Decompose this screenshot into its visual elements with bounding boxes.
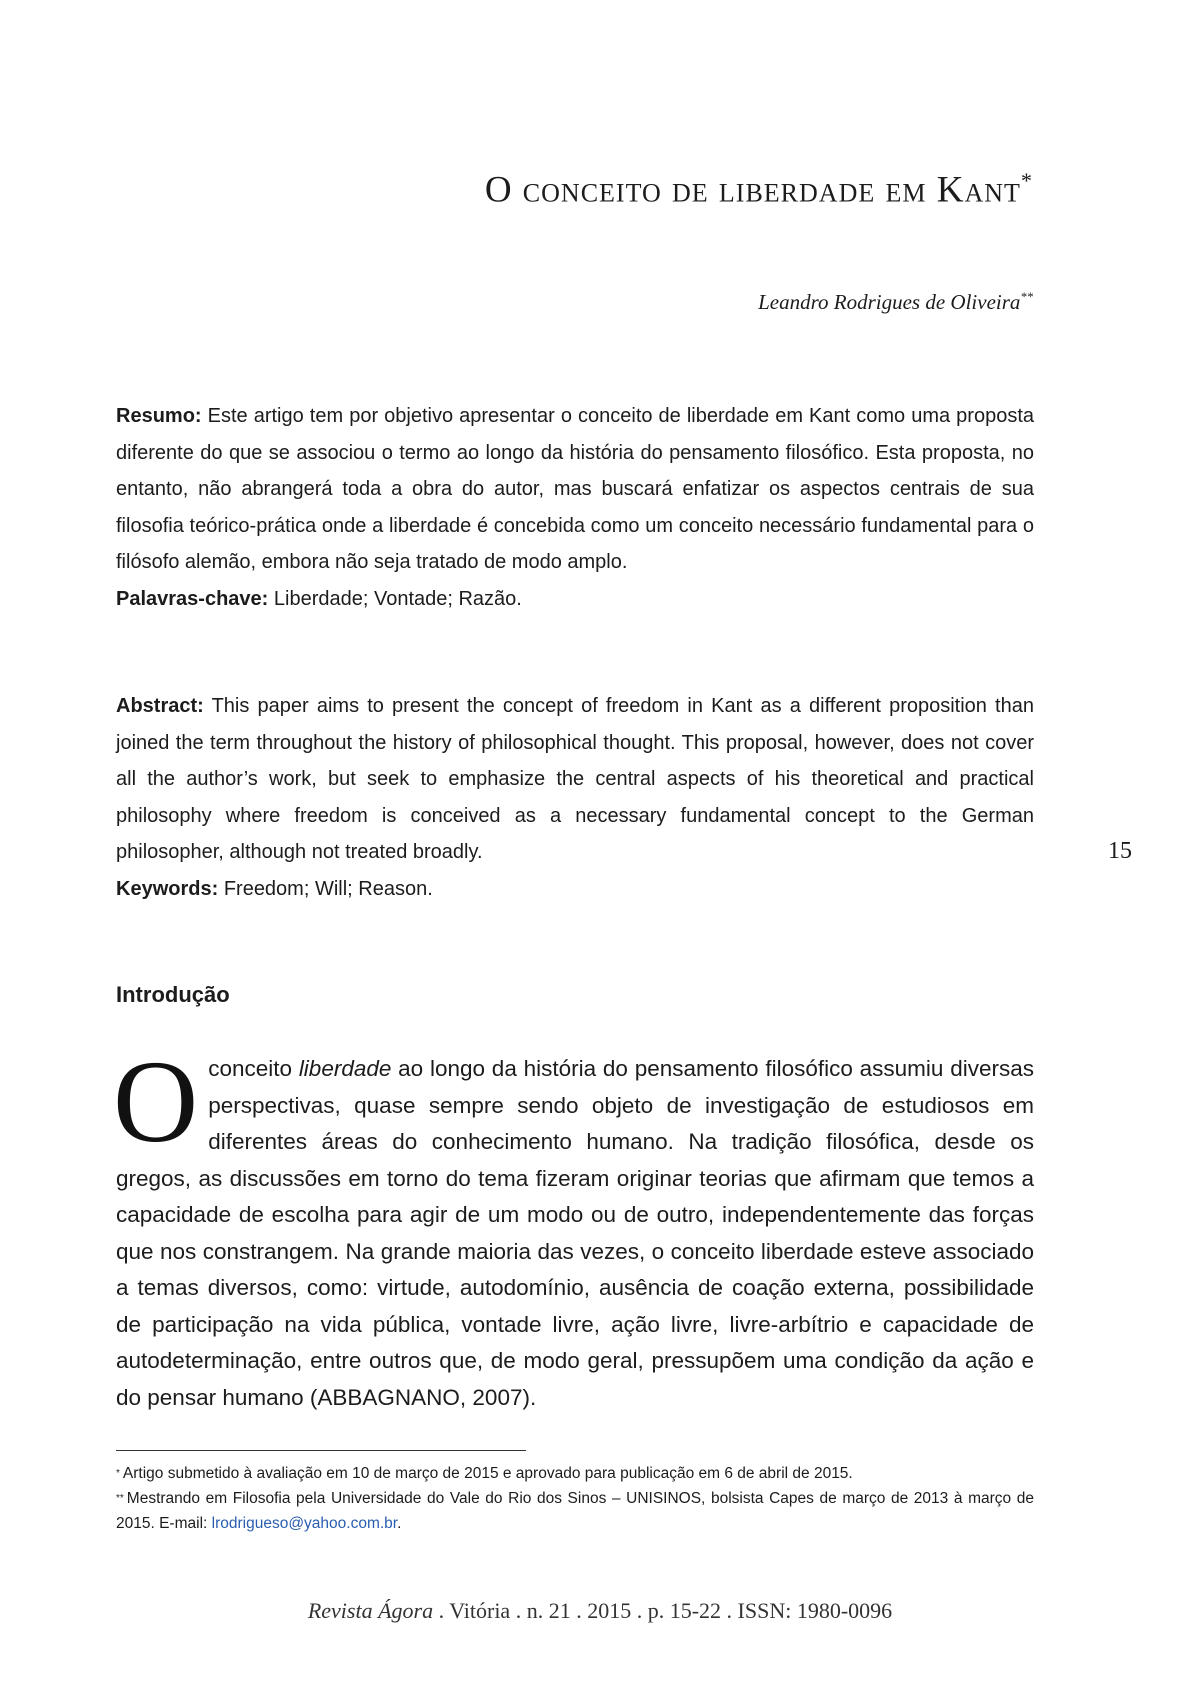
journal-name: Revista Ágora xyxy=(307,1598,434,1623)
resumo-section xyxy=(116,398,1034,618)
footnote-1-marker: * xyxy=(116,1468,120,1479)
author-name xyxy=(758,290,1033,315)
palavras-chave-line xyxy=(116,581,1034,618)
resumo-paragraph xyxy=(116,398,1034,581)
intro-text: ao longo da história do pensamento filosófico assumiu diversas perspectivas, quase sempre sendo objeto de investigação de estudiosos em diferentes áreas do conhecimento humano. Na tradição filosófica, desde os gregos, as discussões em torno do tema fizeram originar teorias que afirmam que temos a capacidade de escolha para agir de um modo ou de outro, independentemente das forças que nos constrangem. Na grande maioria das vezes, o conceito liberdade esteve associado a temas diversos, como: virtude, autodomínio, ausência de coação externa, possibilidade de participação na vida pública, vontade livre, ação livre, livre-arbítrio e capacidade de autodeterminação, entre outros que, de modo geral, pressupõem uma condição da ação e do pensar humano (ABBAGNANO, 2007). xyxy=(116,1056,1034,1410)
author-footnote-marker[interactable]: ** xyxy=(1020,290,1033,304)
footnote-2-end: . xyxy=(397,1515,402,1532)
footnotes xyxy=(116,1461,1034,1536)
intro-pre-text: conceito xyxy=(208,1056,293,1081)
footnote-2-text: Mestrando em Filosofia pela Universidade do Vale do Rio dos Sinos – UNISINOS, bolsista Capes de março de 2013 à março de 2015. E-mail: xyxy=(116,1490,1034,1532)
intro-paragraph xyxy=(113,1036,1034,1416)
abstract-label: Abstract: xyxy=(116,695,204,717)
keywords-line xyxy=(116,871,1034,908)
section-title-introducao: Introdução xyxy=(116,982,230,1007)
abstract-section xyxy=(116,688,1034,908)
palavras-chave-label: Palavras-chave: xyxy=(116,587,269,610)
footnote-divider xyxy=(116,1450,526,1451)
footnote-2 xyxy=(116,1486,1034,1536)
resumo-label: Resumo: xyxy=(116,405,202,427)
resumo-text: Este artigo tem por objetivo apresentar o conceito de liberdade em Kant como uma proposta diferente do que se associou o termo ao longo da história do pensamento filosófico. Esta proposta, no entanto, não abrangerá toda a obra do autor, mas buscará enfatizar os aspectos centrais de sua filosofia teórico-prática onde a liberdade é concebida como um conceito necessário fundamental para o filósofo alemão, embora não seja tratado de modo amplo. xyxy=(116,405,1034,574)
footnote-1 xyxy=(116,1461,1034,1486)
title-footnote-marker[interactable]: * xyxy=(1020,168,1033,193)
title-text: O conceito de liberdade em Kant xyxy=(484,169,1021,211)
abstract-text: This paper aims to present the concept of freedom in Kant as a different proposition than joined the term throughout the history of philosophical thought. This proposal, however, does not cover all the author’s work, but seek to emphasize the central aspects of his theoretical and practical philosophy where freedom is conceived as a necessary fundamental concept to the German philosopher, although not treated broadly. xyxy=(116,695,1034,864)
palavras-chave-text: Liberdade; Vontade; Razão. xyxy=(273,587,522,610)
article-title xyxy=(485,168,1033,211)
journal-citation: Vitória . n. 21 . 2015 . p. 15-22 . ISSN: 1980-0096 xyxy=(449,1598,893,1623)
drop-cap: O xyxy=(113,1036,199,1167)
journal-footer: Revista Ágora . Vitória . n. 21 . 2015 . p. 15-22 . ISSN: 1980-0096 xyxy=(307,1598,893,1623)
page-number: 15 xyxy=(1108,838,1132,864)
keywords-label: Keywords: xyxy=(116,877,219,900)
author-name-text: Leandro Rodrigues de Oliveira xyxy=(758,290,1021,314)
abstract-paragraph xyxy=(116,688,1034,871)
footnote-2-marker: ** xyxy=(116,1493,124,1504)
footnote-1-text: Artigo submetido à avaliação em 10 de março de 2015 e aprovado para publicação em 6 de abril de 2015. xyxy=(122,1465,853,1482)
author-email-link[interactable]: lrodrigueso@yahoo.com.br xyxy=(211,1515,398,1532)
intro-italic-term: liberdade xyxy=(298,1056,392,1081)
keywords-text: Freedom; Will; Reason. xyxy=(223,877,433,900)
